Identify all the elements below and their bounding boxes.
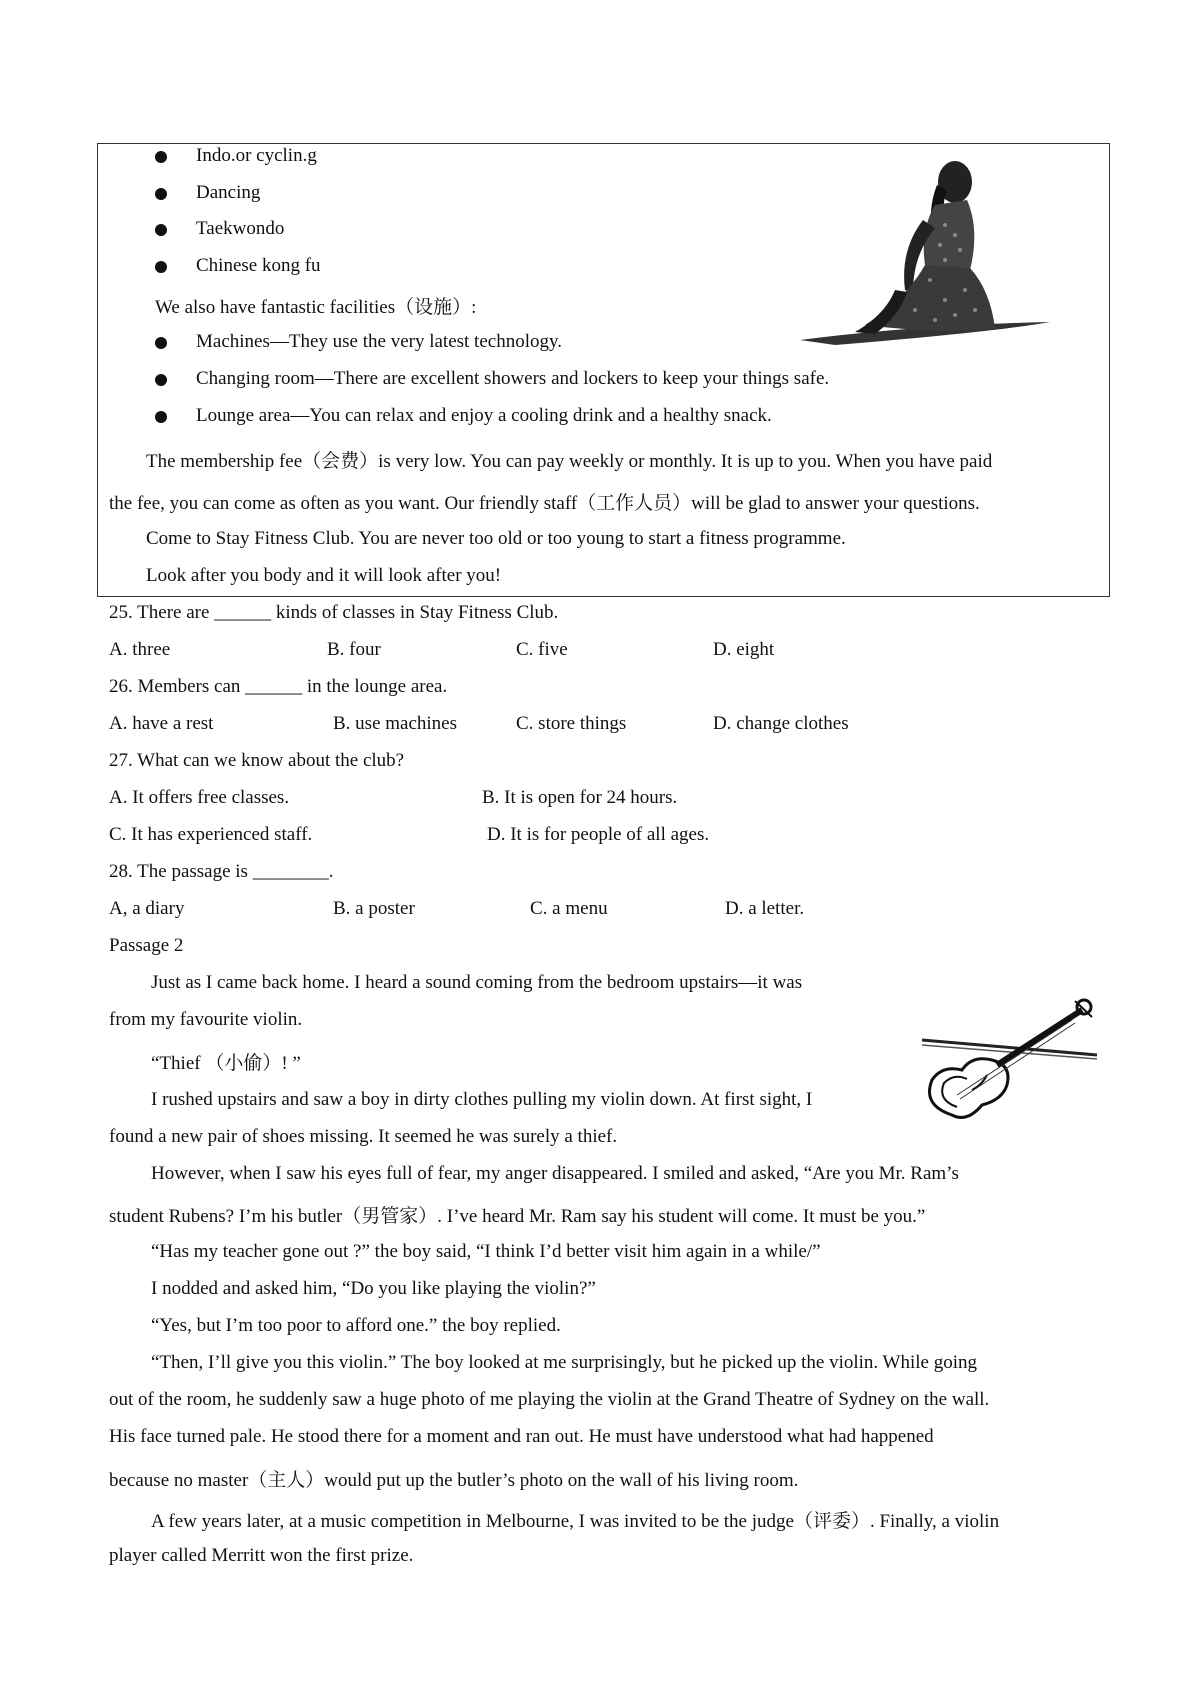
passage-line: because no master（主人）would put up the butler’s photo on the wall of his living room. [109, 1470, 799, 1491]
class-item: Chinese kong fu [196, 255, 321, 276]
violin-illustration [912, 995, 1102, 1130]
option: A. three [109, 639, 171, 660]
passage-line: However, when I saw his eyes full of fear, my anger disappeared. I smiled and asked, “Are you Mr. Ram’s [151, 1163, 959, 1184]
facilities-intro: We also have fantastic facilities（设施）: [155, 297, 477, 318]
passage-line: “Has my teacher gone out ?” the boy said, “I think I’d better visit him again in a while/” [151, 1241, 821, 1262]
passage-line: I rushed upstairs and saw a boy in dirty clothes pulling my violin down. At first sight, I [151, 1089, 813, 1110]
passage-line: out of the room, he suddenly saw a huge photo of me playing the violin at the Grand Theatre of Sydney on the wall. [109, 1389, 990, 1410]
option: C. It has experienced staff. [109, 824, 313, 845]
passage-line: found a new pair of shoes missing. It seemed he was surely a thief. [109, 1126, 618, 1147]
question-stem: 25. There are ______ kinds of classes in Stay Fitness Club. [109, 602, 559, 623]
woman-sitting-illustration [795, 150, 1055, 350]
option: A, a diary [109, 898, 185, 919]
bullet-icon [155, 374, 167, 386]
question-stem: 28. The passage is ________. [109, 861, 334, 882]
passage-line: His face turned pale. He stood there for a moment and ran out. He must have understood what had happened [109, 1426, 934, 1447]
look-line: Look after you body and it will look after you! [146, 565, 502, 586]
passage-line: “Thief （小偷）! ” [151, 1053, 301, 1074]
fee-paragraph-line: the fee, you can come as often as you want. Our friendly staff（工作人员）will be glad to answer your questions. [109, 493, 980, 514]
passage-line: “Yes, but I’m too poor to afford one.” the boy replied. [151, 1315, 561, 1336]
option: B. use machines [333, 713, 458, 734]
passage-line: “Then, I’ll give you this violin.” The boy looked at me surprisingly, but he picked up the violin. While going [151, 1352, 978, 1373]
question-stem: 26. Members can ______ in the lounge area. [109, 676, 448, 697]
passage-line: A few years later, at a music competition in Melbourne, I was invited to be the judge（评委）. Finally, a violin [151, 1511, 1000, 1532]
passage-line: student Rubens? I’m his butler（男管家）. I’ve heard Mr. Ram say his student will come. It must be you.” [109, 1206, 926, 1227]
bullet-icon [155, 337, 167, 349]
come-line: Come to Stay Fitness Club. You are never too old or too young to start a fitness programme. [146, 528, 846, 549]
facility-item: Lounge area—You can relax and enjoy a cooling drink and a healthy snack. [196, 405, 772, 426]
option: A. It offers free classes. [109, 787, 290, 808]
option: C. a menu [530, 898, 608, 919]
passage-line: from my favourite violin. [109, 1009, 303, 1030]
bullet-icon [155, 151, 167, 163]
passage-heading: Passage 2 [109, 935, 184, 956]
option: A. have a rest [109, 713, 214, 734]
option: D. change clothes [713, 713, 849, 734]
option: C. five [516, 639, 568, 660]
facility-item: Machines—They use the very latest technology. [196, 331, 562, 352]
question-stem: 27. What can we know about the club? [109, 750, 405, 771]
option: B. four [327, 639, 381, 660]
passage-line: Just as I came back home. I heard a sound coming from the bedroom upstairs—it was [151, 972, 803, 993]
option: D. a letter. [725, 898, 805, 919]
passage-line: player called Merritt won the first prize. [109, 1545, 414, 1566]
facility-item: Changing room—There are excellent showers and lockers to keep your things safe. [196, 368, 830, 389]
bullet-icon [155, 224, 167, 236]
bullet-icon [155, 188, 167, 200]
bullet-icon [155, 411, 167, 423]
option: C. store things [516, 713, 627, 734]
option: D. eight [713, 639, 775, 660]
class-item: Taekwondo [196, 218, 285, 239]
passage-line: I nodded and asked him, “Do you like playing the violin?” [151, 1278, 596, 1299]
class-item: Dancing [196, 182, 261, 203]
class-item: Indo.or cyclin.g [196, 145, 317, 166]
fee-paragraph-line: The membership fee（会费）is very low. You can pay weekly or monthly. It is up to you. When you have paid [146, 451, 993, 472]
option: B. It is open for 24 hours. [482, 787, 678, 808]
bullet-icon [155, 261, 167, 273]
option: B. a poster [333, 898, 415, 919]
option: D. It is for people of all ages. [487, 824, 710, 845]
